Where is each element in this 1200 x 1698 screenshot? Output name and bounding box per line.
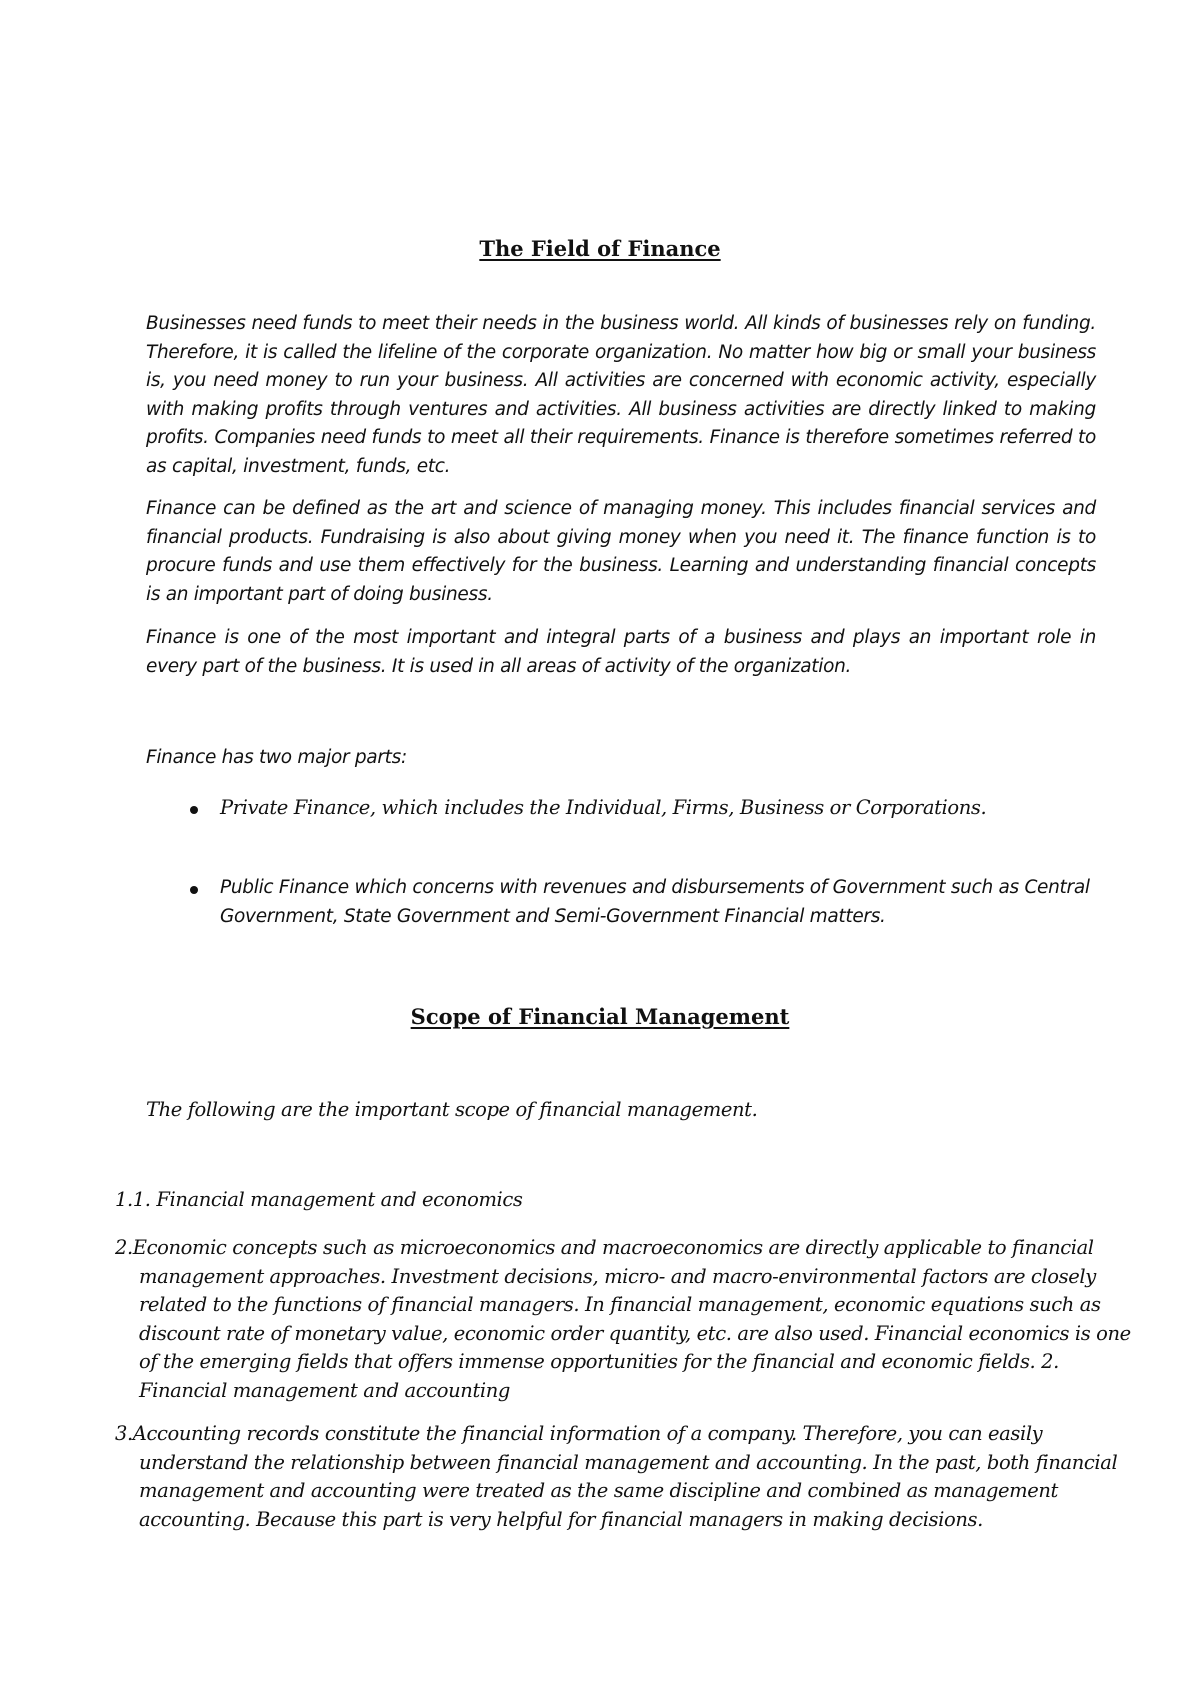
bullet-icon [190,806,198,814]
scope-intro: The following are the important scope of financial management. [146,1098,758,1121]
list-item-public-finance [220,874,1110,931]
list-item-text: Private Finance, which includes the Individual, Firms, Business or Corporations. [220,796,987,819]
paragraph-finance-importance: Finance is one of the most important and integral parts of a business and plays an important role in every part of the business. It is used in all areas of activity of the organization. [146,627,1096,677]
list-item-text: Public Finance which concerns with revenues and disbursements of Government such as Central Government, State Government and Semi-Government Financial matters. [220,877,1090,927]
section-title-field-of-finance: The Field of Finance [479,236,721,261]
finance-parts-intro: Finance has two major parts: [146,747,407,768]
section-title-scope: Scope of Financial Management [410,1004,790,1029]
paragraph-funds-need: Businesses need funds to meet their needs in the business world. All kinds of businesses rely on funding. Therefore, it is called the lifeline of the corporate organization. No matter how big or small your business is, you need money to run your business. All activities are concerned with economic activity, especially with making profits through ventures and activities. All business activities are directly linked to making profits. Companies need funds to meet all their requirements. Finance is therefore sometimes referred to as capital, investment, funds, etc. [146,313,1096,477]
list-item-private-finance [220,794,1110,823]
scope-item-3: 3.Accounting records constitute the financial information of a company. Therefore, you can easily understand the relationship between financial management and accounting. In the past, both financial management and accounting were treated as the same discipline and combined as management accounting. Because this part is very helpful for financial managers in making decisions. [115,1422,1118,1531]
scope-item-2: 2.Economic concepts such as microeconomics and macroeconomics are directly applicable to financial management approaches. Investment decisions, micro- and macro-environmental factors are closely related to the functions of financial managers. In financial management, economic equations such as discount rate of monetary value, economic order quantity, etc. are also used. Financial economics is one of the emerging fields that offers immense opportunities for the financial and economic fields. 2. Financial management and accounting [115,1236,1131,1402]
scope-item-1: 1.1. Financial management and economics [115,1188,523,1211]
bullet-icon [190,886,198,894]
paragraph-finance-definition: Finance can be defined as the art and science of managing money. This includes financial services and financial products. Fundraising is also about giving money when you need it. The finance function is to procure funds and use them effectively for the business. Learning and understanding financial concepts is an important part of doing business. [146,498,1096,605]
